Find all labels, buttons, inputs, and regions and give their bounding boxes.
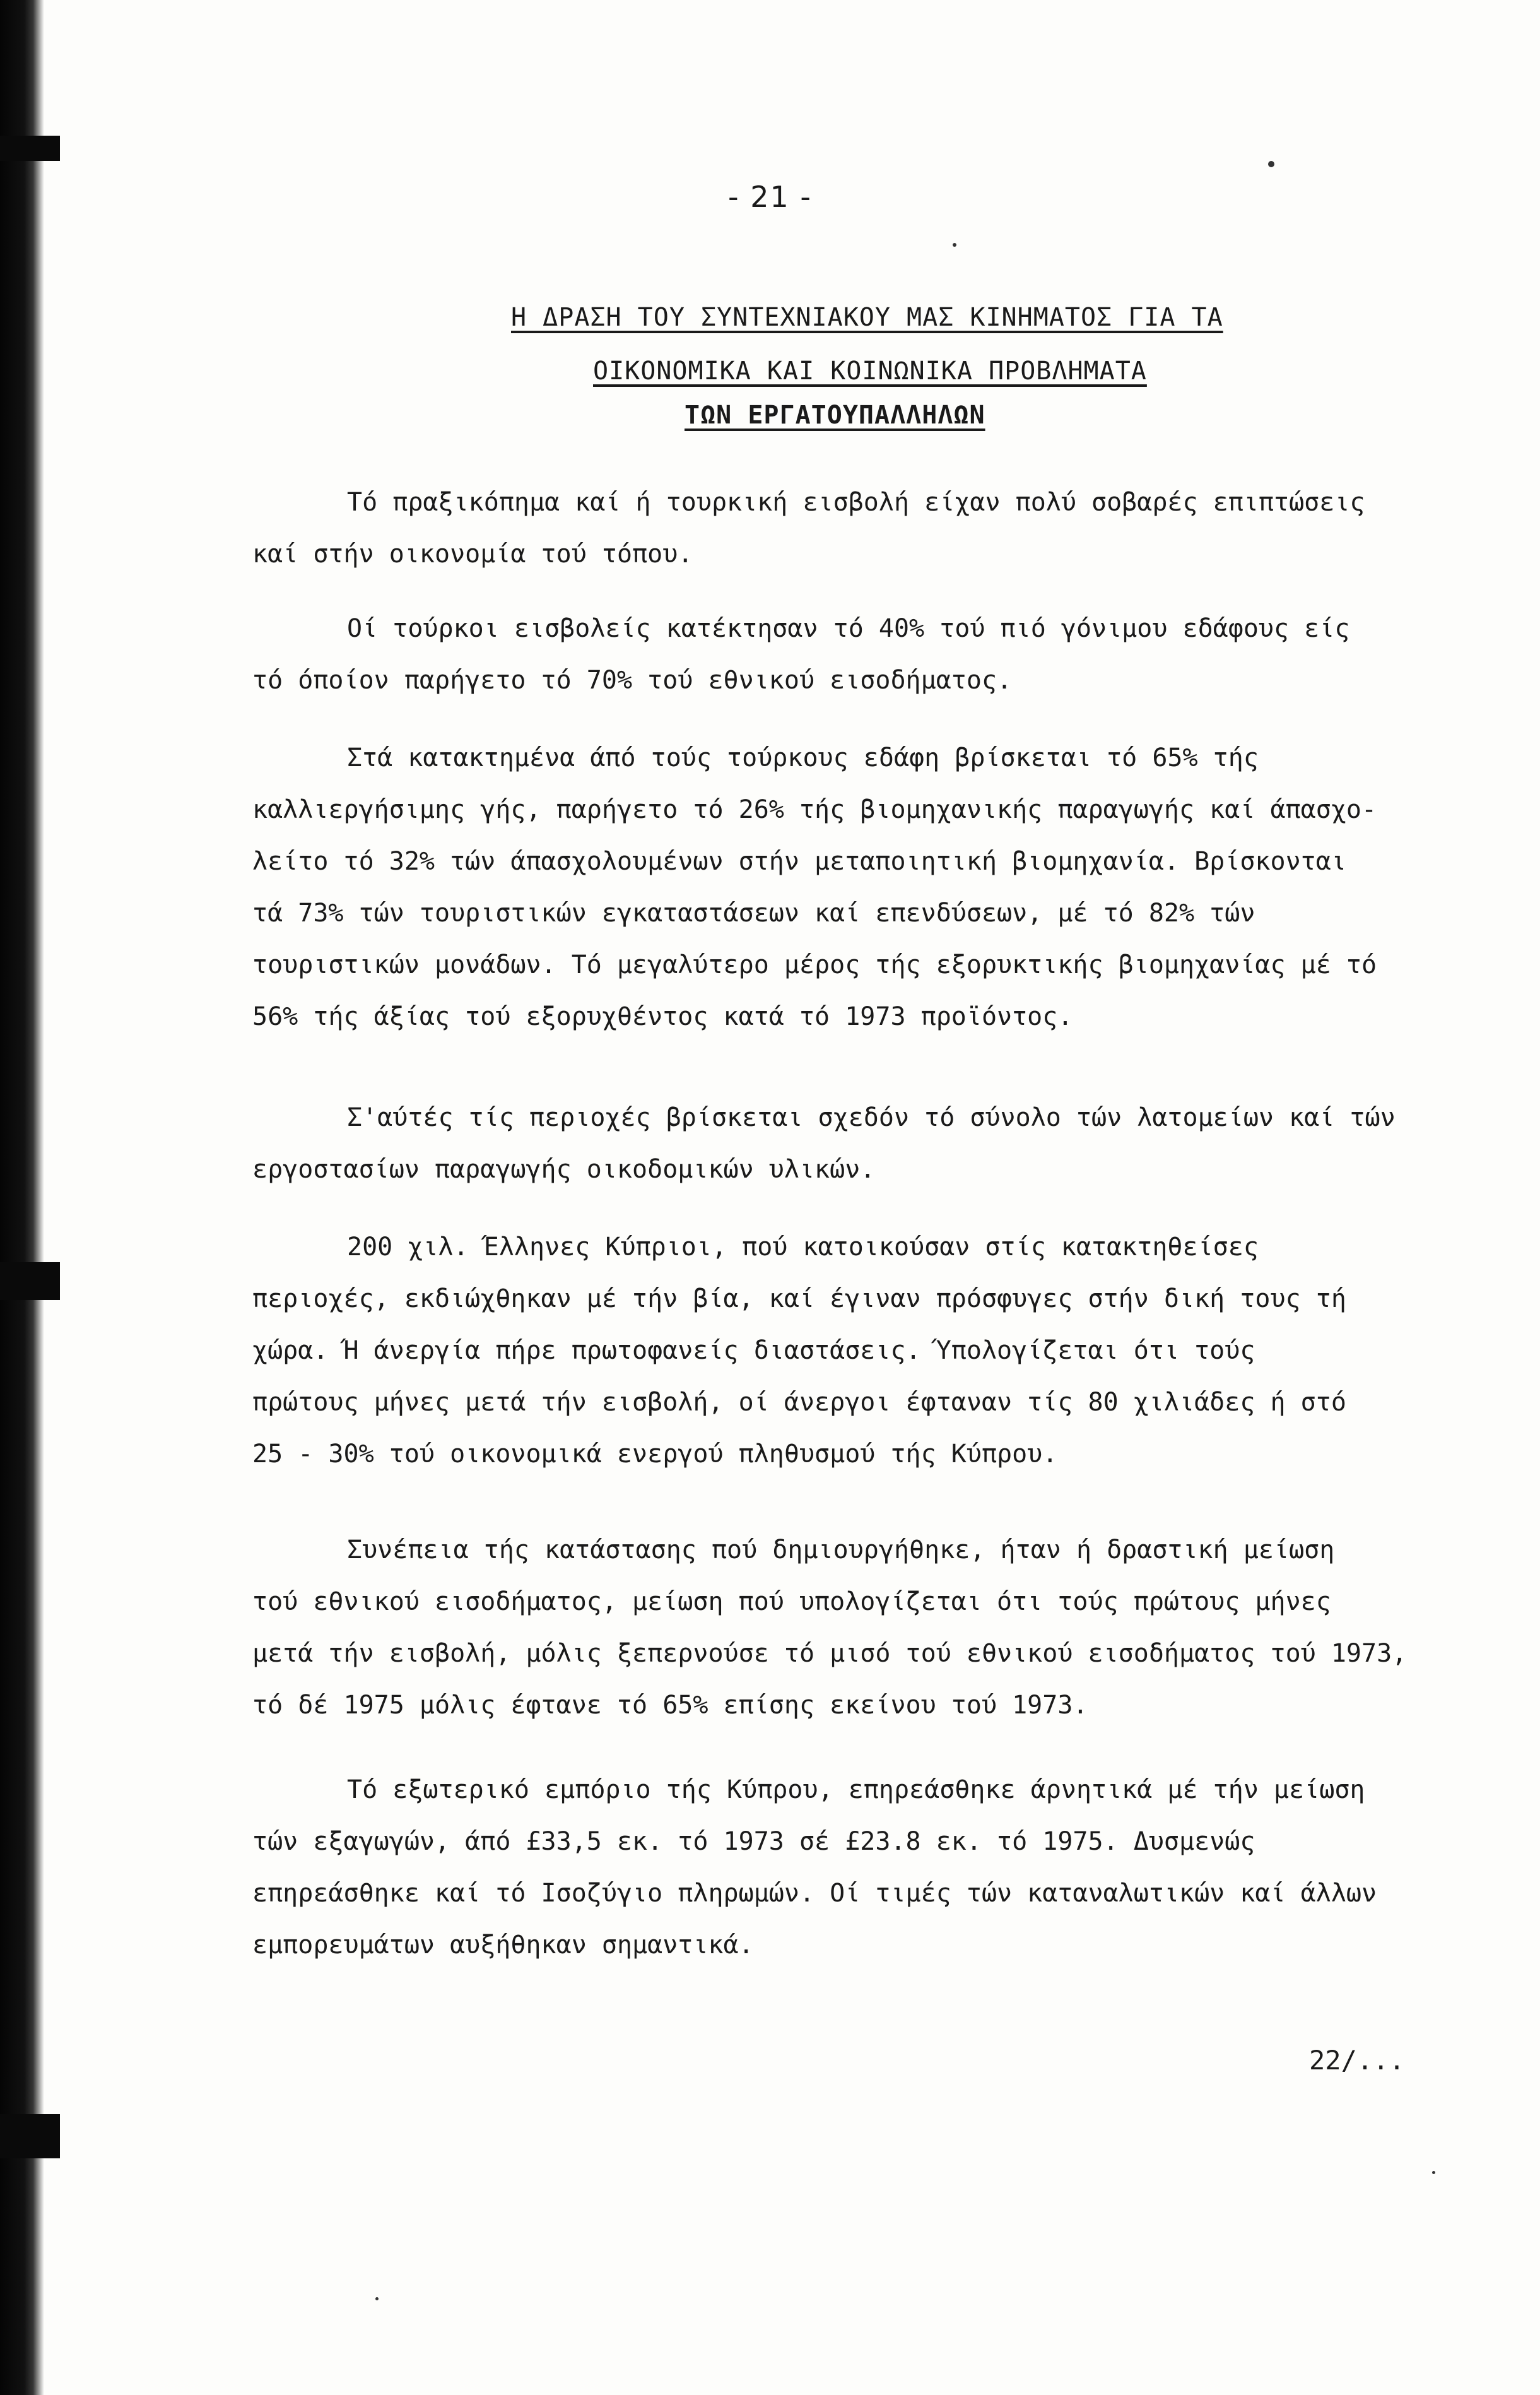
text-line: Στά κατακτημένα άπό τούς τούρκους εδάφη βρίσκεται τό 65% τής (347, 743, 1259, 772)
text-line: Συνέπεια τής κατάστασης πού δημιουργήθηκε, ήταν ή δραστική μείωση (347, 1535, 1335, 1564)
scan-edge-mark (0, 136, 60, 161)
text-line: επηρεάσθηκε καί τό Ισοζύγιο πληρωμών. Οί τιμές τών καταναλωτικών καί άλλων (252, 1879, 1377, 1908)
text-line: εμπορευμάτων αυξήθηκαν σημαντικά. (252, 1931, 754, 1960)
text-line: περιοχές, εκδιώχθηκαν μέ τήν βία, καί έγιναν πρόσφυγες στήν δική τους τή (252, 1284, 1346, 1313)
scan-speck (1268, 161, 1274, 167)
paragraph-4 (252, 1092, 1451, 1195)
text-line: τά 73% τών τουριστικών εγκαταστάσεων καί επενδύσεων, μέ τό 82% τών (252, 899, 1255, 928)
text-line: μετά τήν εισβολή, μόλις ξεπερνούσε τό μισό τού εθνικού εισοδήματος τού 1973, (252, 1639, 1408, 1668)
paragraph-1 (252, 476, 1451, 580)
text-line: καλλιεργήσιμης γής, παρήγετο τό 26% τής βιομηχανικής παραγωγής καί άπασχο- (252, 795, 1377, 824)
paragraph-3 (252, 732, 1451, 1043)
paragraph-7 (252, 1764, 1451, 1971)
text-line: τουριστικών μονάδων. Τό μεγαλύτερο μέρος τής εξορυκτικής βιομηχανίας μέ τό (252, 950, 1377, 979)
text-line: τό όποίον παρήγετο τό 70% τού εθνικού εισοδήματος. (252, 666, 1013, 695)
text-line: τό δέ 1975 μόλις έφτανε τό 65% επίσης εκείνου τού 1973. (252, 1691, 1088, 1720)
text-line: 25 - 30% τού οικονομικά ενεργού πληθυσμού τής Κύπρου. (252, 1440, 1058, 1469)
heading-line-3: ΤΩΝ ΕΡΓΑΤΟΥΠΑΛΛΗΛΩΝ (685, 401, 985, 430)
text-line: καί στήν οικονομία τού τόπου. (252, 540, 693, 569)
scan-speck (953, 243, 956, 247)
paragraph-5 (252, 1221, 1451, 1480)
scan-edge-mark (0, 2114, 60, 2158)
text-line: 200 χιλ. Έλληνες Κύπριοι, πού κατοικούσαν στίς κατακτηθείσες (347, 1233, 1259, 1262)
text-line: Οί τούρκοι εισβολείς κατέκτησαν τό 40% τού πιό γόνιμου εδάφους είς (347, 614, 1350, 643)
paragraph-2 (252, 603, 1451, 706)
scan-binding-edge (0, 0, 44, 2395)
text-line: 56% τής άξίας τού εξορυχθέντος κατά τό 1973 προϊόντος. (252, 1002, 1073, 1031)
scan-edge-mark (0, 1262, 60, 1300)
paragraph-6 (252, 1524, 1451, 1731)
text-line: λείτο τό 32% τών άπασχολουμένων στήν μεταποιητική βιομηχανία. Βρίσκονται (252, 847, 1346, 876)
text-line: πρώτους μήνες μετά τήν εισβολή, οί άνεργοι έφταναν τίς 80 χιλιάδες ή στό (252, 1388, 1346, 1417)
continuation-marker: 22/... (1309, 2045, 1405, 2076)
heading-line-1: Η ΔΡΑΣΗ ΤΟΥ ΣΥΝΤΕΧΝΙΑΚΟΥ ΜΑΣ ΚΙΝΗΜΑΤΟΣ ΓΙΑ ΤΑ (511, 303, 1223, 332)
text-line: χώρα. Ή άνεργία πήρε πρωτοφανείς διαστάσεις. Ύπολογίζεται ότι τούς (252, 1336, 1255, 1365)
text-line: Τό εξωτερικό εμπόριο τής Κύπρου, επηρεάσθηκε άρνητικά μέ τήν μείωση (347, 1775, 1365, 1804)
scan-speck (1432, 2171, 1435, 2174)
scan-speck (375, 2297, 379, 2300)
text-line: εργοστασίων παραγωγής οικοδομικών υλικών. (252, 1155, 876, 1184)
text-line: Σ'αύτές τίς περιοχές βρίσκεται σχεδόν τό σύνολο τών λατομείων καί τών (347, 1103, 1396, 1132)
text-line: τών εξαγωγών, άπό £33,5 εκ. τό 1973 σέ £23.8 εκ. τό 1975. Δυσμενώς (252, 1827, 1255, 1856)
heading-line-2: ΟΙΚΟΝΟΜΙΚΑ ΚΑΙ ΚΟΙΝΩΝΙΚΑ ΠΡΟΒΛΗΜΑΤΑ (593, 357, 1147, 386)
text-line: Τό πραξικόπημα καί ή τουρκική εισβολή είχαν πολύ σοβαρές επιπτώσεις (347, 488, 1365, 517)
text-line: τού εθνικού εισοδήματος, μείωση πού υπολογίζεται ότι τούς πρώτους μήνες (252, 1587, 1331, 1616)
page-number: - 21 - (728, 180, 812, 214)
